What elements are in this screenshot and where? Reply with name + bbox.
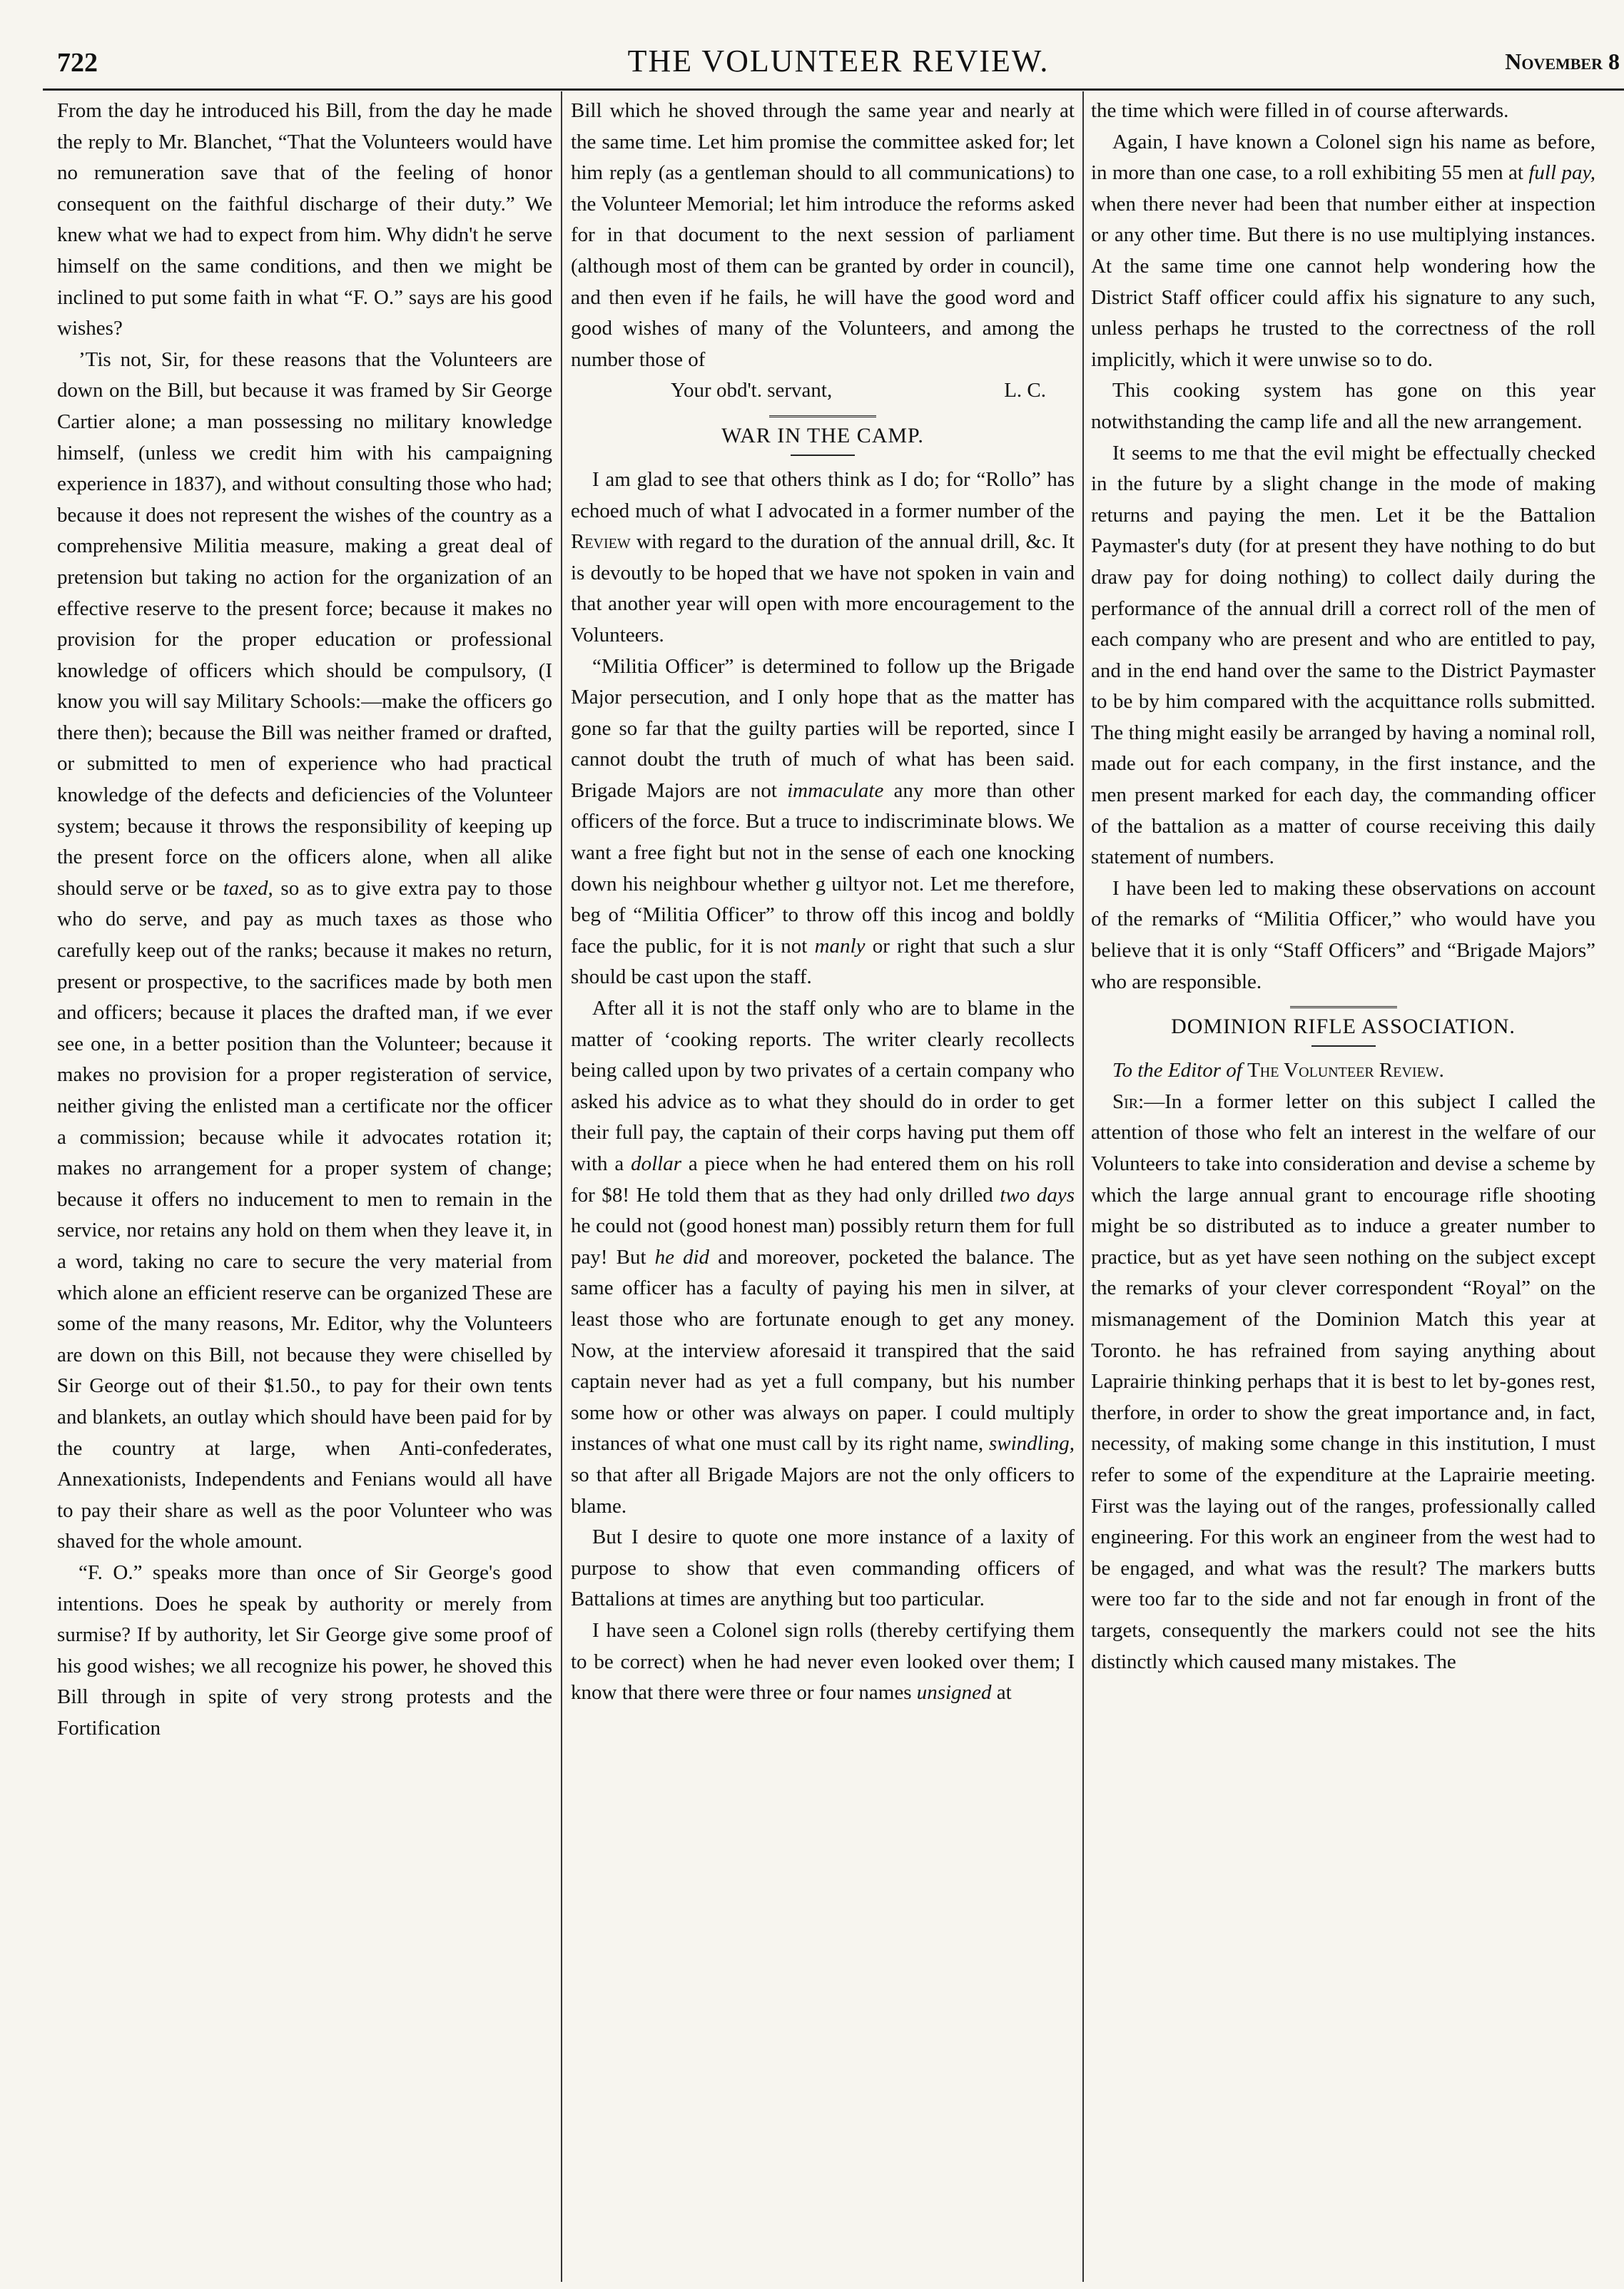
text-run: any more than other officers of the force. But a truce to indiscriminate blows. We want a free fight but not in the sense of each one knocking down his neighbour whether g uiltyor not. Let me therefore, beg of “Militia Officer” to throw off this incog and boldly face the public, for it is not [571,778,1075,958]
letter-address [1091,1055,1595,1087]
text-run: To the Editor of [1112,1059,1248,1082]
italic-text: full pay, [1528,161,1595,185]
paragraph [571,1615,1075,1709]
text-run: “Militia Officer” is determined to follow up the Brigade Major persecution, and I only hope that as the matter has gone so far that the guilty parties will be reported, since I cannot doubt the truth of much of what has been said. Brigade Majors are not [571,654,1075,802]
text-run: at [991,1681,1012,1705]
text-run: so that after all Brigade Majors are not the only officers to blame. [571,1463,1075,1518]
issue-date: November 8 [1505,49,1620,74]
italic-text: two days [1000,1183,1075,1207]
text-run: a piece when he had entered them on his roll for $8! He told them that as they had only drilled [571,1152,1075,1207]
paragraph [571,651,1075,994]
paragraph: But I desire to quote one more instance of a laxity of purpose to show that even commanding officers of Battalions at times are anything but too particular. [571,1526,1075,1611]
italic-text: taxed, [223,876,273,900]
page-number: 722 [57,48,98,78]
column-rule [1082,91,1084,2282]
text-run: After all it is not the staff only who are to blame in the matter of ‘cooking reports. The writer clearly recollects being called upon by two privates of a certain company who asked his advice as to what they should do in order to get their full pay, the captain of their corps having put them off with a [571,997,1075,1175]
text-run: :—In a former letter on this subject I called the attention of those who felt an interest in the welfare of our Volunteers to take into consideration and devise a scheme by which the large annual grant to encourage rifle shooting might be so distributed as to induce a greater number to practice, but as yet have seen nothing on the subject except the remarks of your clever correspondent “Royal” on the mismanagement of the Dominion Match this year at Toronto. he has refrained from saying anything about Laprairie thinking perhaps that it is best to let by-gones rest, therfore, in order to show the great importance and, in fact, necessity, of making some change in this institution, I must refer to some of the expenditure at the Laprairie meeting. First was the laying out of the ranges, professionally called engineering. For this work an engineer from the west had to be engaged, and what was the result? The markers butts were too far to the side and not far enough in front of the targets, consequently the markers could not see the hits distinctly which caused many mistakes. The [1091,1090,1595,1673]
column-3 [1091,96,1595,2279]
italic-text: dollar [631,1152,682,1175]
italic-text: manly [814,934,866,958]
paragraph: From the day he introduced his Bill, from the day he made the reply to Mr. Blanchet, “That the Volunteers would have no remuneration save that of the feeling of honor consequent on the faithful discharge of their duty.” We knew what we had to expect from him. Why didn't he serve himself on the same conditions, and then we might be inclined to put some faith in what “F. O.” says are his good wishes? [57,99,552,340]
text-run: he could not (good honest man) possibly return them for full pay! But [571,1214,1075,1269]
article-heading: DOMINION RIFLE ASSOCIATION. [1171,1015,1516,1039]
header-rule [43,88,1624,91]
text-run: with regard to the duration of the annual drill, &c. It is devoutly to be hoped that we have not spoken in vain and that another year will open with more encouragement to the Volunteers. [571,530,1075,646]
paragraph [57,345,552,1558]
column-1 [57,96,552,2279]
text-run: when there never had been that number either at inspection or any other time. But there is no use multiplying instances. At the same time one cannot help wondering how the District Staff officer could affix his signature to any such, unless perhaps he trusted to the correctness of the roll implicitly, which it were unwise so to do. [1091,192,1595,371]
column-rule [561,91,562,2282]
initials: L. C. [1004,379,1046,402]
article-heading: WAR IN THE CAMP. [721,423,924,447]
paragraph: Bill which he shoved through the same year and nearly at the same time. Let him promise the committee asked for; let him reply (as a gentleman should to all communications) to the Volunteer Memorial; let him introduce the reforms asked for in that document to the next session of parliament (although most of them can be granted by order in council), and then even if he fails, he will have the good word and good wishes of many of the Volunteers, and among the number those of [571,99,1075,371]
paragraph: It seems to me that the evil might be effectually checked in the future by a slight change in the mode of making returns and paying the men. Let it be the Battalion Paymaster's duty (for at present they have nothing to do but draw pay for doing nothing) to collect daily during the performance of the annual drill a correct roll of the men of each company who are present and who are entitled to pay, and in the end hand over the same to the District Paymaster to be by him compared with the acquittance rolls submitted. The thing might easily be arranged by having a nominal roll, made out for each company, in the first instance, and the men present marked for each day, the commanding officer of the battalion as a matter of course receiving this daily statement of numbers. [1091,441,1595,869]
small-caps-text: Sir [1112,1090,1139,1113]
small-caps-text: The Volunteer Review. [1247,1059,1444,1082]
text-run: or right that such a slur should be cast upon the staff. [571,934,1075,989]
page-header [57,43,1620,83]
newspaper-title: THE VOLUNTEER REVIEW. [627,44,1050,78]
italic-text: swindling, [988,1432,1075,1456]
text-run: and moreover, pocketed the balance. The same officer has a faculty of paying his men in silver, at least those who are fortunate enough to get any money. Now, at the interview aforesaid it transpired that the said captain never had as yet a full company, but his number some how or other was always on paper. I could multiply instances of what one must call by its right name, [571,1245,1075,1456]
paragraph [1091,127,1595,376]
heading-rule [1311,1045,1376,1047]
text-run: I have seen a Colonel sign rolls (thereby certifying them to be correct) when he had never even looked over them; I know that there were three or four names [571,1618,1075,1705]
italic-text: immaculate [787,778,884,802]
heading-rule [791,455,855,456]
paragraph: the time which were filled in of course afterwards. [1091,99,1509,122]
section-divider [769,415,876,417]
section-divider [1290,1006,1397,1008]
italic-text: he did [654,1245,710,1269]
paragraph: This cooking system has gone on this year notwithstanding the camp life and all the new arrangement. [1091,379,1595,433]
paragraph: I have been led to making these observations on account of the remarks of “Militia Officer,” who would have you believe that it is only “Staff Officers” and “Brigade Majors” who are responsible. [1091,876,1595,993]
italic-text: unsigned [916,1681,992,1705]
text-run: I am glad to see that others think as I do; for “Rollo” has echoed much of what I advocated in a former number of the [571,467,1075,522]
text-run: ’Tis not, Sir, for these reasons that the Volunteers are down on the Bill, but because it was framed by Sir George Cartier alone; a man possessing no military knowledge himself, (unless we credit him with his campaigning experience in 1837), and without consulting those who had; because it does not represent the wishes of the country as a comprehensive Militia measure, making a great deal of pretension but taking no action for the organization of an effective reserve to the present force; because it makes no provision for the proper education or professional knowledge of officers which should be compulsory, (I know you will say Military Schools:—make the officers go there then); because the Bill was neither framed or drafted, or submitted to men of experience who had practical knowledge of the defects and deficiencies of the Volunteer system; because it throws the responsibility of keeping up the present force on the officers alone, when all alike should serve or be [57,347,552,900]
column-2 [571,96,1075,2279]
closing: Your obd't. servant, [671,379,833,402]
paragraph [1091,1087,1595,1678]
text-run: Again, I have known a Colonel sign his name as before, in more than one case, to a roll exhibiting 55 men at [1091,130,1595,185]
paragraph [571,465,1075,651]
small-caps-text: Review [571,530,631,554]
letter-signature [571,375,1075,407]
paragraph [571,993,1075,1522]
paragraph: “F. O.” speaks more than once of Sir George's good intentions. Does he speak by authority or merely from surmise? If by authority, let Sir George give some proof of his good wishes; we all recognize his power, he shoved this Bill through in spite of very strong protests and the Fortification [57,1560,552,1740]
text-run: so as to give extra pay to those who do serve, and pay as much taxes as those who carefully keep out of the ranks; because it makes no return, present or prospective, to the sacrifices made by both men and officers; because it places the drafted man, if we ever see one, in a better position than the Volunteer; because it makes no provision for a proper registeration of service, neither giving the enlisted man a certificate nor the officer a commission; because while it advocates rotation it; makes no arrangement for a proper system of change; because it offers no inducement to men to remain in the service, nor retains any hold on them when they leave it, in a word, taking no care to secure the very material from which alone an efficient reserve can be organized These are some of the many reasons, Mr. Editor, why the Volunteers are down on this Bill, not because they were chiselled by Sir George out of their $1.50., to pay for their own tents and blankets, an outlay which should have been paid for by the country at large, when Anti-confederates, Annexationists, Independents and Fenians would all have to pay their share as well as the poor Volunteer who was shaved for the whole amount. [57,876,552,1553]
